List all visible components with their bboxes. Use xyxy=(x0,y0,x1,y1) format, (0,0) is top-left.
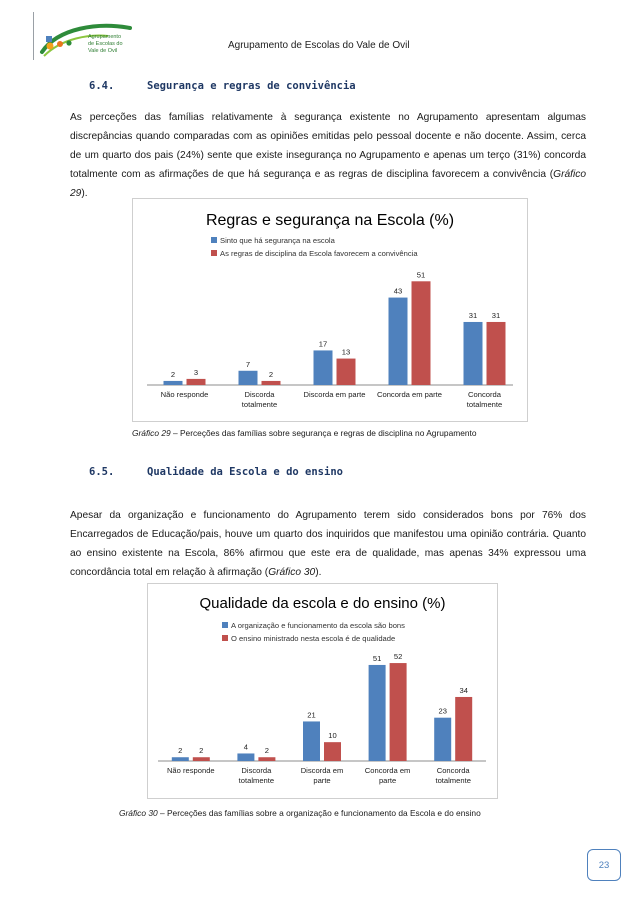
bar xyxy=(237,753,254,761)
section-number: 6.5. xyxy=(89,466,115,478)
data-label: 2 xyxy=(199,746,204,756)
logo-text-line-1: Agrupamento xyxy=(88,34,122,40)
data-label: 17 xyxy=(318,339,328,349)
chart-title: Regras e segurança na Escola (%) xyxy=(205,212,455,229)
paragraph-text: As perceções das famílias relativamente à segurança existente no Agrupamento apresentam algumas discrepâncias quando comparadas com as opiniões emitidas pelo pessoal docente e não docente. Assim, cerca de um quarto dos pais (24%) sente que existe insegurança no Agrupamento e apenas um terço (31%) concorda totalmente com as afirmações de que há segurança e as regras de disciplina favorecem a convivência ( xyxy=(70,112,586,180)
caption-text: – Perceções das famílias sobre a organização e funcionamento da Escola e do ensino xyxy=(157,808,481,818)
bar xyxy=(324,742,341,761)
category-label: Discorda em xyxy=(300,766,344,775)
chart-29-svg xyxy=(133,199,527,421)
bar xyxy=(434,718,451,761)
data-label: 34 xyxy=(459,685,468,695)
caption-text: – Perceções das famílias sobre segurança e regras de disciplina no Agrupamento xyxy=(170,428,477,438)
header-title: Agrupamento de Escolas do Vale de Ovil xyxy=(228,40,410,51)
chart-title: Qualidade da escola e do ensino (%) xyxy=(199,595,446,612)
category-label: Concorda em parte xyxy=(376,390,443,399)
category-label: Concorda em xyxy=(364,766,411,775)
bar xyxy=(464,322,483,385)
chart-29 xyxy=(132,198,528,422)
caption-label: Gráfico 29 xyxy=(132,428,171,438)
data-label: 2 xyxy=(268,369,274,379)
category-label: Não responde xyxy=(160,390,209,399)
bar xyxy=(389,298,408,385)
data-label: 13 xyxy=(341,347,351,357)
bar xyxy=(187,379,206,385)
data-label: 4 xyxy=(243,742,249,752)
data-label: 52 xyxy=(393,652,403,662)
data-label: 31 xyxy=(491,310,501,320)
bar xyxy=(487,322,506,385)
category-label: Discorda xyxy=(244,390,275,399)
chart-30 xyxy=(147,583,498,799)
school-logo xyxy=(38,18,138,62)
logo-text-line-2: de Escolas do xyxy=(88,41,123,47)
data-label: 3 xyxy=(193,367,199,377)
data-label: 31 xyxy=(468,310,478,320)
section-heading-6-4 xyxy=(89,80,356,92)
category-label: Discorda xyxy=(241,766,272,775)
bar xyxy=(337,359,356,385)
legend-label: Sinto que há segurança na escola xyxy=(220,236,335,245)
legend-swatch xyxy=(211,237,217,243)
data-label: 10 xyxy=(328,731,337,741)
paragraph-reference: Gráfico 29 xyxy=(70,169,586,199)
bar xyxy=(412,281,431,385)
section-paragraph xyxy=(70,506,586,582)
legend-label: O ensino ministrado nesta escola é de qualidade xyxy=(231,634,396,643)
bar xyxy=(164,381,183,385)
bar xyxy=(369,665,386,761)
logo-text-line-3: Vale de Ovil xyxy=(88,48,118,54)
bar xyxy=(172,757,189,761)
section-heading-6-5 xyxy=(89,466,343,478)
section-paragraph xyxy=(70,108,586,203)
category-label: totalmente xyxy=(435,776,471,785)
legend-label: As regras de disciplina da Escola favorecem a convivência xyxy=(220,249,418,258)
paragraph-text: Apesar da organização e funcionamento do Agrupamento terem sido considerados bons por 76% dos Encarregados de Educação/pais, houve um quarto dos inquiridos que manifestou uma opinião contrária. Quanto ao ensino existente na Escola, 86% afirmou que este era de qualidade, mas apenas 34% expressou uma concordância total em relação à afirmação ( xyxy=(70,510,586,578)
paragraph-text-end: ). xyxy=(315,567,322,578)
legend-label: A organização e funcionamento da escola são bons xyxy=(231,621,405,630)
category-label: Concorda xyxy=(468,390,501,399)
data-label: 51 xyxy=(372,653,382,663)
paragraph-text-end: ). xyxy=(81,188,88,199)
data-label: 2 xyxy=(178,746,183,756)
bar xyxy=(455,697,472,761)
section-number: 6.4. xyxy=(89,80,115,92)
category-label: Discorda em parte xyxy=(303,390,366,399)
data-label: 21 xyxy=(307,710,316,720)
bar xyxy=(239,371,258,385)
category-label: Concorda xyxy=(436,766,470,775)
category-label: totalmente xyxy=(466,400,503,409)
data-label: 43 xyxy=(393,286,403,296)
legend-swatch xyxy=(222,622,228,628)
section-title: Segurança e regras de convivência xyxy=(147,80,356,92)
legend-swatch xyxy=(222,635,228,641)
data-label: 23 xyxy=(438,706,447,716)
legend-swatch xyxy=(211,250,217,256)
paragraph-reference: Gráfico 30 xyxy=(268,567,316,578)
chart-29-caption xyxy=(132,428,477,438)
bar xyxy=(262,381,281,385)
header-divider xyxy=(33,12,34,60)
category-label: totalmente xyxy=(238,776,275,785)
chart-30-caption xyxy=(119,808,481,818)
chart-30-svg xyxy=(148,584,497,798)
category-label: parte xyxy=(313,776,331,785)
bar xyxy=(193,757,210,761)
bar xyxy=(303,721,320,761)
bar xyxy=(258,757,275,761)
data-label: 2 xyxy=(170,369,176,379)
category-label: Não responde xyxy=(166,766,215,775)
category-label: totalmente xyxy=(241,400,278,409)
data-label: 7 xyxy=(245,359,251,369)
data-label: 51 xyxy=(416,270,426,280)
bar xyxy=(390,663,407,761)
bar xyxy=(314,350,333,385)
category-label: parte xyxy=(378,776,397,785)
data-label: 2 xyxy=(264,746,270,756)
section-title: Qualidade da Escola e do ensino xyxy=(147,466,343,478)
caption-label: Gráfico 30 xyxy=(119,808,158,818)
page-number: 23 xyxy=(587,849,621,881)
